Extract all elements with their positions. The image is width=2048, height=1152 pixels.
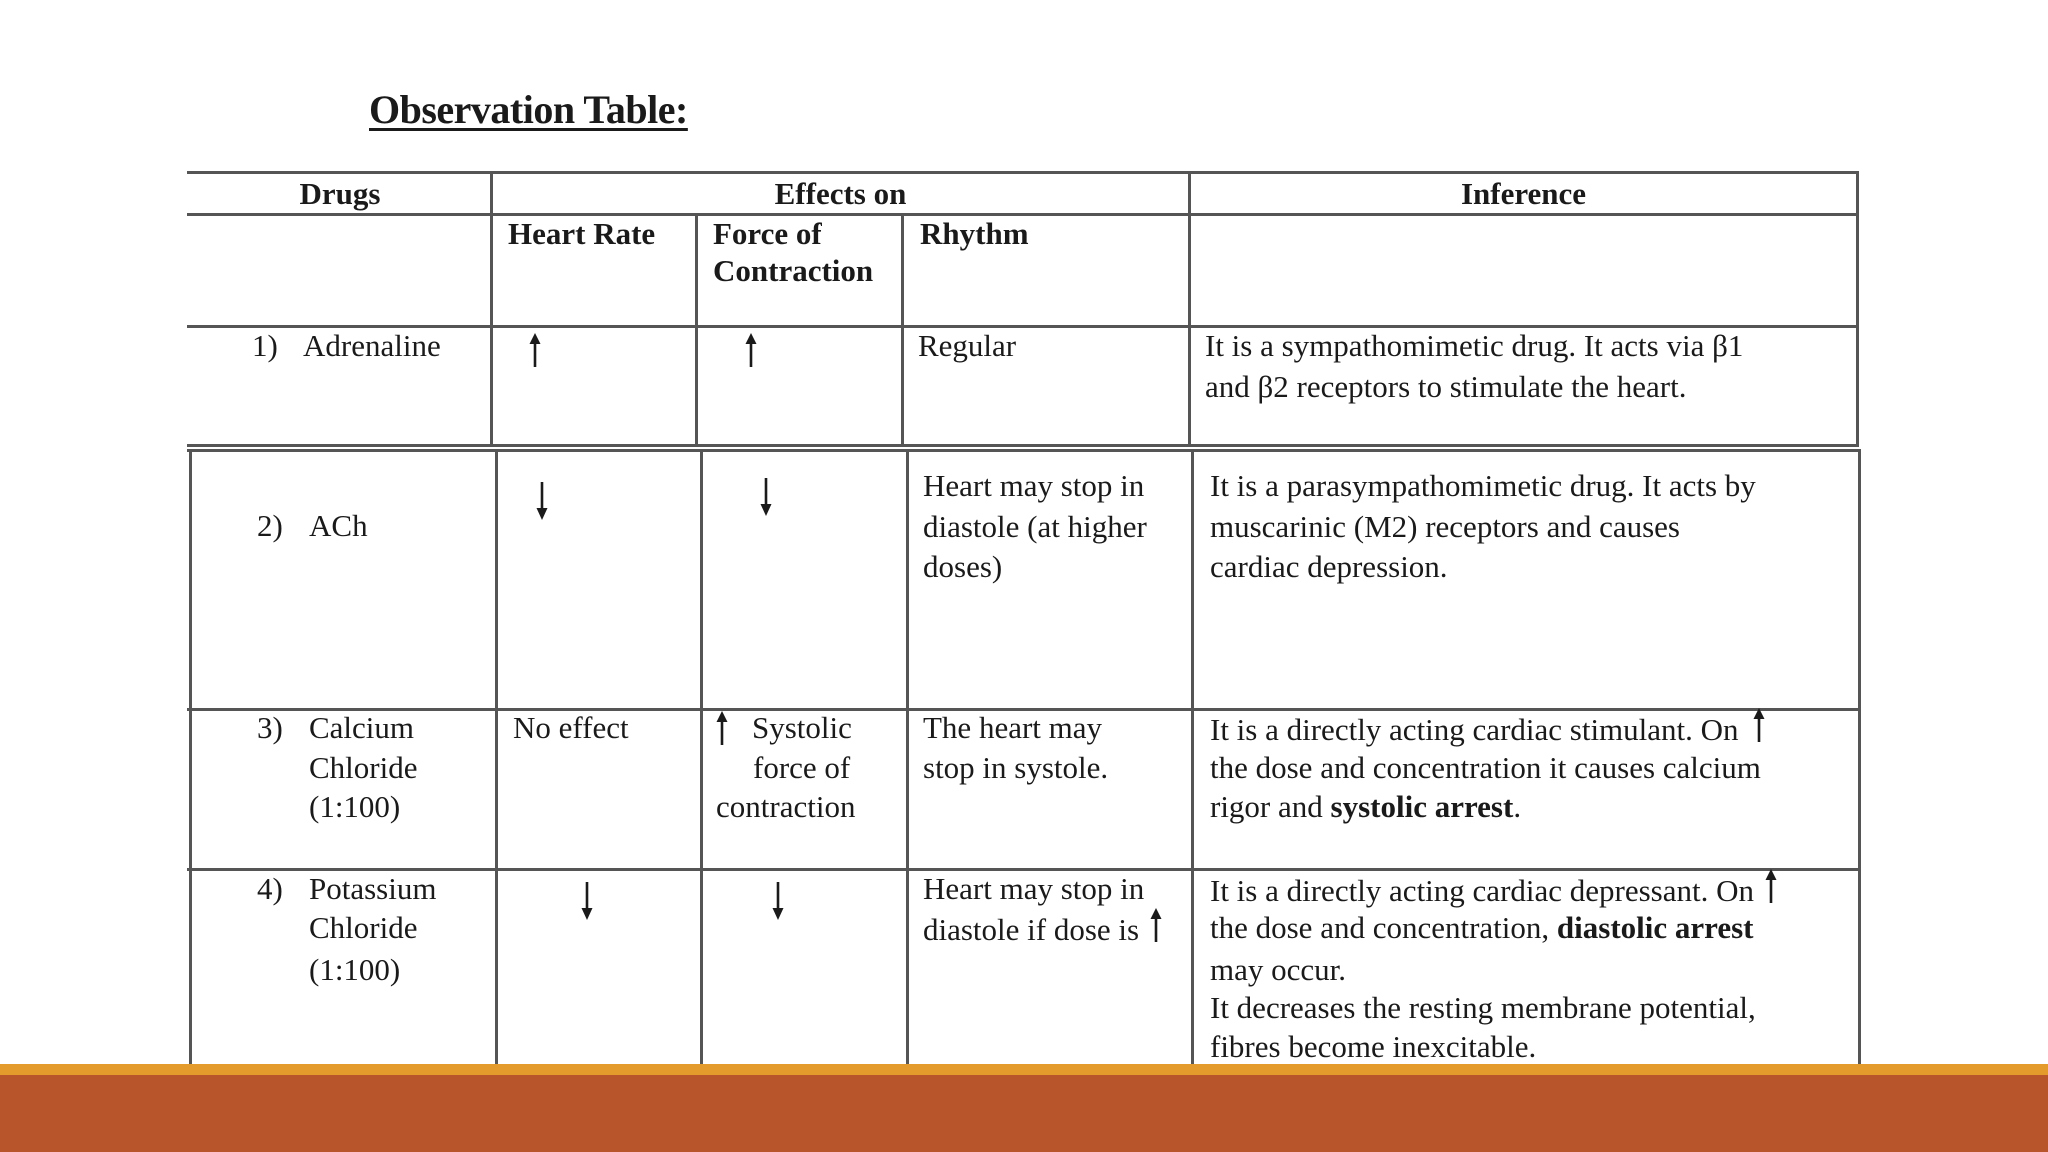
inference-segment: the dose and concentration,: [1210, 910, 1557, 945]
force-text: Systolic: [752, 710, 852, 745]
force-text: contraction: [716, 789, 856, 824]
table-rule: [187, 449, 1859, 452]
drug-name: Chloride: [309, 750, 418, 785]
inference-segment: It is a directly acting cardiac stimulant. On: [1210, 712, 1739, 747]
drug-name: (1:100): [309, 789, 401, 824]
row-number: 3): [257, 710, 283, 745]
table-rule: [1858, 449, 1861, 1071]
drug-name: Chloride: [309, 910, 418, 945]
up-arrow-icon: [715, 711, 729, 745]
row-number: 4): [257, 871, 283, 906]
table-rule: [1191, 449, 1194, 1071]
header-heart-rate: Heart Rate: [508, 216, 656, 251]
down-arrow-icon: [535, 482, 549, 520]
header-effects-on: Effects on: [774, 176, 907, 211]
drug-name: Potassium: [309, 871, 437, 906]
inference-text: cardiac depression.: [1210, 549, 1448, 584]
header-drugs: Drugs: [299, 176, 381, 211]
up-arrow-icon: [1149, 908, 1163, 942]
row-number: 1): [252, 328, 278, 363]
inference-segment: rigor and: [1210, 789, 1331, 824]
rhythm-segment: diastole if dose is: [923, 912, 1140, 947]
inference-text: [1210, 908, 1754, 948]
inference-text: [1210, 869, 1778, 911]
page-title: Observation Table:: [369, 87, 688, 132]
header-inference: Inference: [1460, 176, 1587, 211]
footer-accent-stripe: [0, 1064, 2048, 1075]
row-number: 2): [257, 508, 283, 543]
drug-name: ACh: [309, 508, 368, 543]
inference-text: [1210, 787, 1521, 827]
header-force-line2: Contraction: [713, 253, 874, 288]
table-rule: [906, 449, 909, 1071]
table-rule: [700, 449, 703, 1071]
table-rule: [189, 449, 192, 1071]
rhythm-text: [923, 908, 1163, 950]
table-rule: [901, 213, 904, 446]
drug-name: Adrenaline: [303, 328, 441, 363]
rhythm-text: Heart may stop in: [923, 871, 1145, 906]
down-arrow-icon: [771, 882, 785, 920]
inference-text: and β2 receptors to stimulate the heart.: [1205, 369, 1687, 404]
table-rule: [187, 444, 1859, 447]
heart-rate-text: No effect: [513, 710, 629, 745]
inference-text: muscarinic (M2) receptors and causes: [1210, 509, 1680, 544]
footer-bar: [0, 1075, 2048, 1152]
rhythm-text: Heart may stop in: [923, 468, 1145, 503]
inference-bold: systolic arrest: [1330, 789, 1514, 824]
rhythm-text: stop in systole.: [923, 750, 1109, 785]
rhythm-text: Regular: [918, 328, 1017, 363]
drug-name: Calcium: [309, 710, 415, 745]
table-rule: [695, 213, 698, 446]
up-arrow-icon: [528, 333, 542, 367]
down-arrow-icon: [759, 478, 773, 516]
up-arrow-icon: [744, 333, 758, 367]
inference-text: [1210, 708, 1766, 750]
inference-bold: diastolic arrest: [1556, 910, 1754, 945]
table-rule: [495, 449, 498, 1071]
inference-segment: It is a directly acting cardiac depressant. On: [1210, 873, 1754, 908]
header-rhythm: Rhythm: [920, 216, 1029, 251]
inference-text: It decreases the resting membrane potential,: [1210, 990, 1756, 1025]
table-rule: [1856, 171, 1859, 446]
force-text: force of: [753, 750, 851, 785]
inference-text: fibres become inexcitable.: [1210, 1029, 1537, 1064]
down-arrow-icon: [580, 882, 594, 920]
up-arrow-icon: [1764, 869, 1778, 903]
rhythm-text: The heart may: [923, 710, 1103, 745]
inference-text: It is a parasympathomimetic drug. It acts by: [1210, 468, 1756, 503]
header-force-line1: Force of: [713, 216, 822, 251]
drug-name: (1:100): [309, 952, 401, 987]
inference-text: may occur.: [1210, 952, 1347, 987]
inference-text: the dose and concentration it causes calcium: [1210, 750, 1761, 785]
rhythm-text: diastole (at higher: [923, 509, 1147, 544]
up-arrow-icon: [1752, 708, 1766, 742]
inference-text: It is a sympathomimetic drug. It acts via β1: [1205, 328, 1744, 363]
rhythm-text: doses): [923, 549, 1003, 584]
inference-segment: .: [1513, 789, 1522, 824]
